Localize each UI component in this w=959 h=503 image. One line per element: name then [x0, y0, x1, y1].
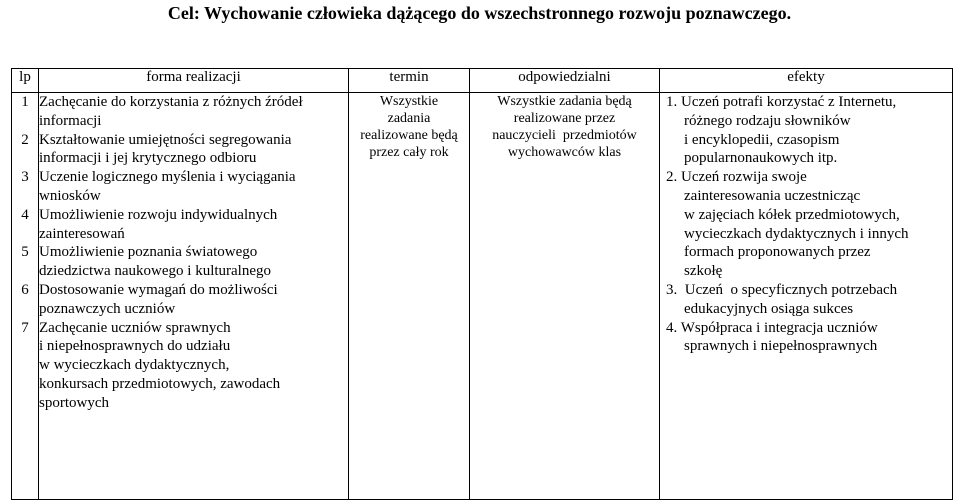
header-odpowiedzialni: odpowiedzialni [470, 69, 660, 93]
efekty-line: 4. Współpraca i integracja uczniów [666, 319, 878, 336]
odpowiedzialni-cell [470, 93, 660, 500]
forma-line: wniosków [39, 187, 101, 204]
termin-line: realizowane będą [360, 128, 458, 143]
lp-number [12, 187, 38, 206]
lp-number: 3 [21, 169, 29, 186]
termin-line: zadania [387, 111, 431, 126]
odpowiedzialni-line: wychowawców klas [507, 145, 622, 160]
efekty-line: popularnonaukowych itp. [684, 150, 838, 167]
lp-number [12, 300, 38, 319]
lp-number [12, 262, 38, 281]
header-forma: forma realizacji [39, 69, 349, 93]
forma-line: Kształtowanie umiejętności segregowania [39, 131, 292, 148]
efekty-line: 3. Uczeń o specyficznych potrzebach [666, 281, 898, 298]
lp-number: 6 [21, 281, 29, 298]
forma-cell [39, 93, 349, 500]
header-lp: lp [12, 69, 39, 93]
forma-line: sportowych [39, 394, 109, 411]
forma-line: zainteresowań [39, 225, 125, 242]
forma-line: poznawczych uczniów [39, 300, 176, 317]
table-row [12, 93, 953, 500]
efekty-line: w zajęciach kółek przedmiotowych, [684, 206, 900, 223]
header-row [12, 69, 953, 93]
forma-line: Dostosowanie wymagań do możliwości [39, 281, 278, 298]
lp-cell [12, 93, 39, 500]
efekty-line: sprawnych i niepełnosprawnych [684, 338, 878, 355]
lp-number: 4 [21, 206, 29, 223]
lp-number [12, 149, 38, 168]
header-termin: termin [349, 69, 470, 93]
forma-line: informacji i jej krytycznego odbioru [39, 150, 257, 167]
lp-number: 1 [21, 94, 29, 110]
lp-number [12, 225, 38, 244]
termin-line: przez cały rok [369, 145, 449, 160]
odpowiedzialni-line: Wszystkie zadania będą [497, 94, 632, 109]
efekty-line: 2. Uczeń rozwija swoje [666, 169, 807, 186]
efekty-line: różnego rodzaju słowników [684, 112, 851, 129]
efekty-line: szkołę [684, 263, 723, 280]
forma-line: i niepełnosprawnych do udziału [39, 338, 231, 355]
forma-line: informacji [39, 112, 102, 129]
forma-line: Zachęcanie uczniów sprawnych [39, 319, 231, 336]
efekty-line: zainteresowania uczestnicząc [684, 187, 861, 204]
lp-number [12, 112, 38, 131]
lp-number: 5 [21, 244, 29, 261]
efekty-line: wycieczkach dydaktycznych i innych [684, 225, 909, 242]
odpowiedzialni-line: nauczycieli przedmiotów [492, 128, 637, 143]
forma-line: Zachęcanie do korzystania z różnych źródeł [39, 94, 303, 110]
header-efekty: efekty [660, 69, 953, 93]
lp-number: 7 [21, 319, 29, 336]
forma-line: w wycieczkach dydaktycznych, [39, 357, 230, 374]
forma-line: Umożliwienie rozwoju indywidualnych [39, 206, 278, 223]
termin-cell [349, 93, 470, 500]
forma-line: Umożliwienie poznania światowego [39, 244, 258, 261]
efekty-line: i encyklopedii, czasopism [684, 131, 840, 148]
efekty-line: formach proponowanych przez [684, 244, 871, 261]
odpowiedzialni-line: realizowane przez [513, 111, 616, 126]
efekty-line: 1. Uczeń potrafi korzystać z Internetu, [666, 94, 897, 110]
termin-line: Wszystkie [379, 94, 439, 109]
lp-number: 2 [21, 131, 29, 148]
forma-line: konkursach przedmiotowych, zawodach [39, 375, 281, 392]
efekty-cell [660, 93, 953, 500]
forma-line: Uczenie logicznego myślenia i wyciągania [39, 169, 296, 186]
plan-table [11, 68, 953, 500]
forma-line: dziedzictwa naukowego i kulturalnego [39, 263, 272, 280]
document-title: Cel: Wychowanie człowieka dążącego do wszechstronnego rozwoju poznawczego. [167, 3, 792, 23]
efekty-line: edukacyjnych osiąga sukces [684, 300, 854, 317]
